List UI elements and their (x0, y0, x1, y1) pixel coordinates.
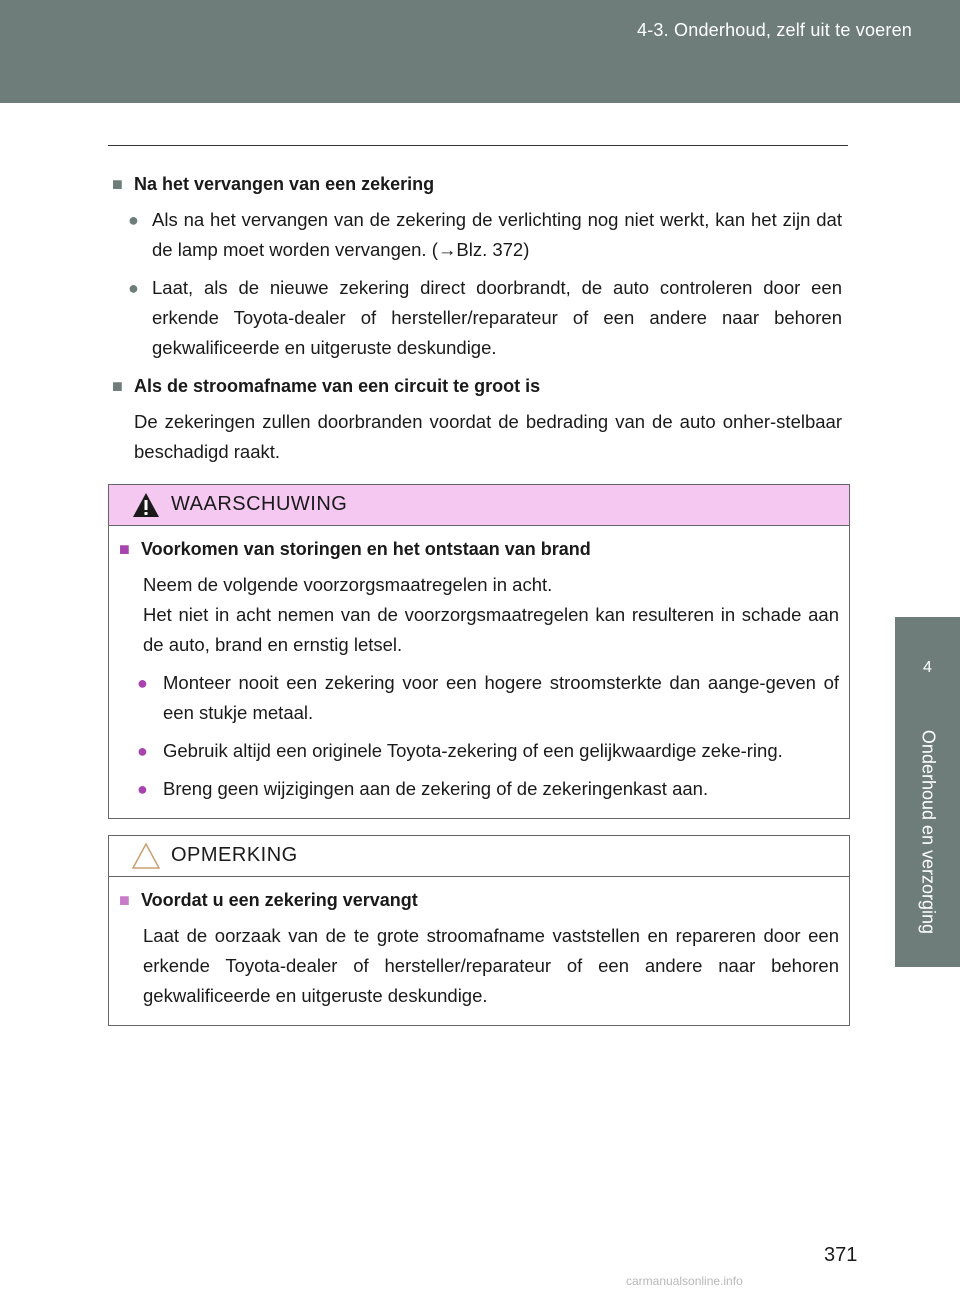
notice-text: Laat de oorzaak van de te grote stroomafname vaststellen en repareren door een erkende Toyota-dealer of hersteller/reparateur of een andere naar behoren gekwalificeerde en uitgeruste deskundige. (143, 925, 839, 1006)
square-bullet-icon: ■ (119, 890, 130, 910)
section-heading: ■ Als de stroomafname van een circuit te groot is (112, 371, 842, 401)
circle-bullet-icon: ● (137, 779, 148, 799)
chapter-label: Onderhoud en verzorging (918, 729, 938, 935)
list-item: ● Laat, als de nieuwe zekering direct doorbrandt, de auto controleren door een erkende Toyota-dealer of hersteller/reparateur of een andere naar behoren gekwalificeerde en uitgeruste deskundige. (112, 273, 842, 363)
square-bullet-icon: ■ (112, 174, 123, 194)
warning-box (108, 484, 850, 819)
chapter-side-tab[interactable] (895, 617, 960, 967)
page-number: 371 (824, 1244, 858, 1266)
section-heading: ■ Na het vervangen van een zekering (112, 169, 842, 199)
main-content (112, 165, 842, 467)
square-bullet-icon: ■ (119, 539, 130, 559)
header-bar (0, 0, 960, 103)
circle-bullet-icon: ● (137, 673, 148, 693)
warning-intro: Het niet in acht nemen van de voorzorgsmaatregelen kan resulteren in schade aan de auto, brand en ernstig letsel. (143, 604, 839, 655)
notice-header (109, 836, 849, 877)
list-item: ● Als na het vervangen van de zekering de verlichting nog niet werkt, kan het zijn dat de lamp moet worden vervangen. (→Blz. 372) (112, 205, 842, 265)
circle-bullet-icon: ● (128, 210, 139, 230)
notice-heading: ■ Voordat u een zekering vervangt (119, 885, 839, 915)
circle-bullet-icon: ● (137, 741, 148, 761)
circle-bullet-icon: ● (128, 278, 139, 298)
notice-body (109, 877, 849, 1025)
caution-outline-icon (131, 842, 161, 870)
warning-icon (131, 491, 161, 519)
warning-header (109, 485, 849, 526)
list-item: ● Gebruik altijd een originele Toyota-zekering of een gelijkwaardige zeke-ring. (119, 736, 839, 766)
chapter-title: 4-3. Onderhoud, zelf uit te voeren (637, 20, 912, 40)
list-item: ● Monteer nooit een zekering voor een hogere stroomsterkte dan aange-geven of een stukje metaal. (119, 668, 839, 728)
warning-heading: ■ Voorkomen van storingen en het ontstaan van brand (119, 534, 839, 564)
notice-box (108, 835, 850, 1026)
square-bullet-icon: ■ (112, 376, 123, 396)
notice-title: OPMERKING (171, 844, 298, 866)
warning-intro: Neem de volgende voorzorgsmaatregelen in acht. (143, 574, 553, 595)
top-divider (108, 145, 848, 146)
chapter-number: 4 (923, 659, 932, 676)
list-item: ● Breng geen wijzigingen aan de zekering of de zekeringenkast aan. (119, 774, 839, 804)
warning-title: WAARSCHUWING (171, 493, 348, 515)
watermark: carmanualsonline.info (626, 1274, 743, 1288)
section-text: De zekeringen zullen doorbranden voordat de bedrading van de auto onher-stelbaar beschadigd raakt. (134, 411, 842, 462)
warning-body (109, 526, 849, 818)
